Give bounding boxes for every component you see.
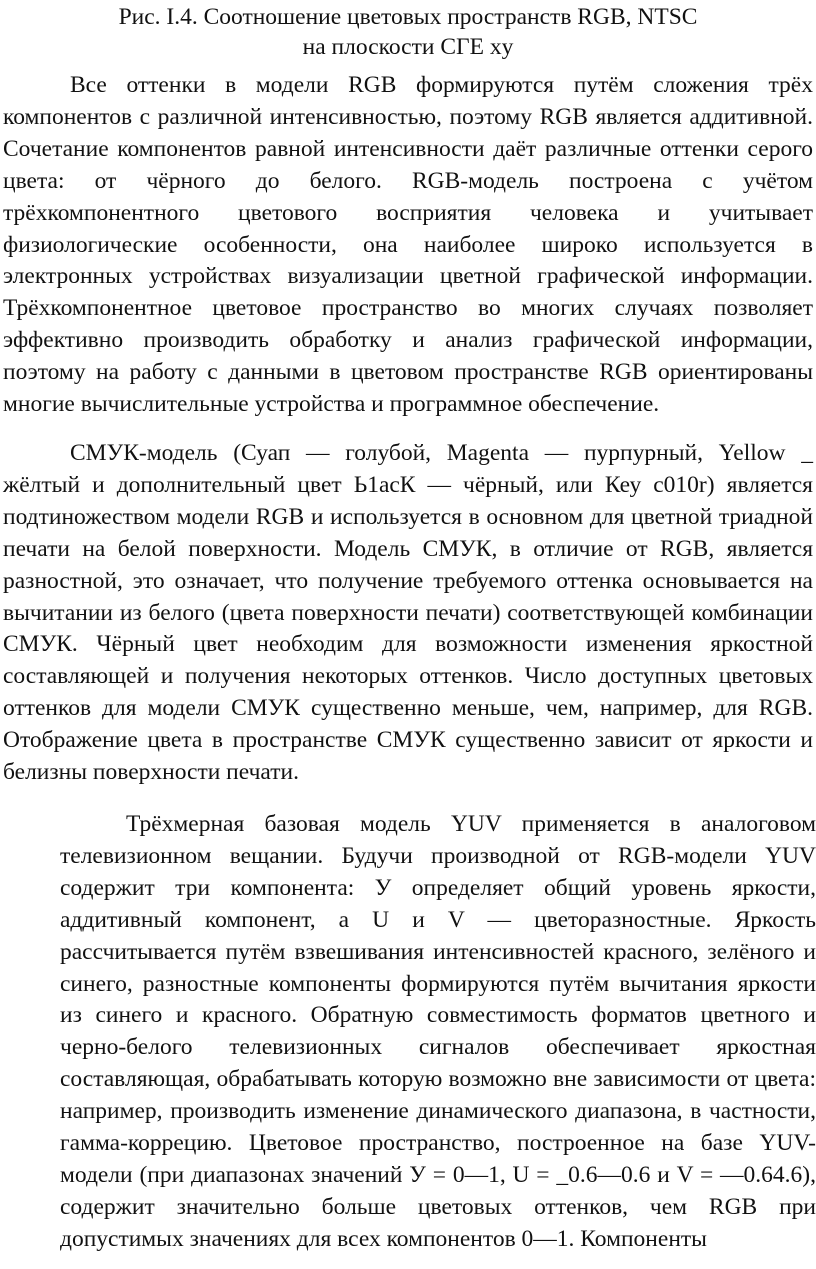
- figure-caption-line-1: Рис. I.4. Соотношение цветовых пространств RGB, NTSC: [118, 4, 698, 30]
- paragraph-cmyk: СМУК-модель (Суап — голубой, Magenta — пурпурный, Yellow _ жёлтый и дополнительный цвет Ь1асК — чёрный, или Кеу с010r) является подтиножеством модели RGB и используется в основном для цветной триадной печати на белой поверхности. Модель СМУК, в отличие от RGB, является разностной, это означает, что получение требуемого оттенка основывается на вычитании из белого (цвета поверхности печати) соответствующей комбинации СМУК. Чёрный цвет необходим для возможности изменения яркостной составляющей и получения некоторых оттенков. Число доступных цветовых оттенков для модели СМУК существенно меньше, чем, например, для RGB. Отображение цвета в пространстве СМУК существенно зависит от яркости и белизны поверхности печати.: [3, 440, 813, 786]
- paragraph-rgb: Все оттенки в модели RGB формируются путём сложения трёх компонентов с различной интенсивностью, поэтому RGB является аддитивной. Сочетание компонентов равной интенсивности даёт различные оттенки серого цвета: от чёрного до белого. RGB-модель построена с учётом трёхкомпонентного цветового восприятия человека и учитывает физиологические особенности, она наиболее широко используется в электронных устройствах визуализации цветной графической информации. Трёхкомпонентное цветовое пространство во многих случаях позволяет эффективно производить обработку и анализ графической информации, поэтому на работу с данными в цветовом пространстве RGB ориентированы многие вычислительные устройства и программное обеспечение.: [3, 72, 813, 418]
- paragraph-yuv: Трёхмерная базовая модель YUV применяется в аналоговом телевизионном вещании. Будучи производной от RGB-модели YUV содержит три компонента: У определяет общий уровень яркости, аддитивный компонент, а U и V — цветоразностные. Яркость рассчитывается путём взвешивания интенсивностей красного, зелёного и синего, разностные компоненты формируются путём вычитания яркости из синего и красного. Обратную совместимость форматов цветного и черно-белого телевизионных сигналов обеспечивает яркостная составляющая, обрабатывать которую возможно вне зависимости от цвета: например, производить изменение динамического диапазона, в частности, гамма-коррецию. Цветовое пространство, построенное на базе YUV-модели (при диапазонах значений У = 0—1, U = _0.6—0.6 и V = —0.64.6), содержит значительно больше цветовых оттенков, чем RGB при допустимых значениях для всех компонентов 0—1. Компоненты: [60, 811, 816, 1252]
- figure-caption-line-2: на плоскости СГЕ xy: [302, 34, 514, 60]
